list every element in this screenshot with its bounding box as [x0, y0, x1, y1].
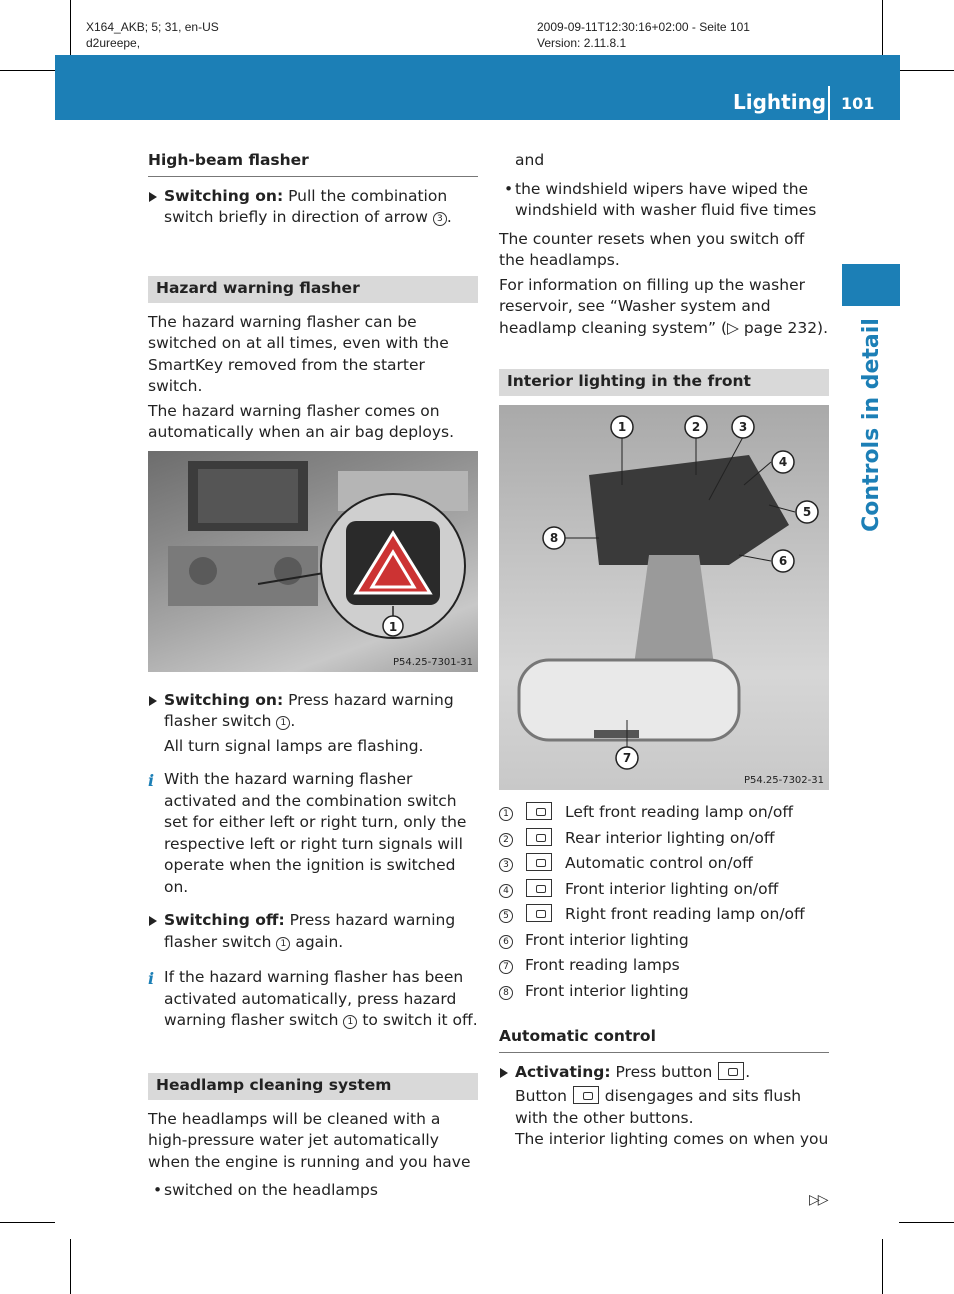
- callout-number: 7: [499, 960, 513, 974]
- legend-item: [499, 800, 829, 826]
- heading-interior: Interior lighting in the front: [499, 369, 829, 396]
- continuation: and: [515, 151, 545, 169]
- step-text: Press hazard warning flasher switch: [164, 911, 456, 951]
- step-result: [499, 1086, 829, 1129]
- meta-line: X164_AKB; 5; 31, en-US: [86, 20, 219, 34]
- step-arrow-icon: [149, 916, 157, 926]
- step-label: Activating:: [515, 1062, 611, 1081]
- crop-mark: [0, 1222, 55, 1223]
- photo-callout: 6: [778, 554, 788, 568]
- callout-number: 6: [499, 935, 513, 949]
- step-hazard-off: [148, 910, 478, 953]
- callout-number: 4: [499, 884, 513, 898]
- step-arrow-icon: [149, 192, 157, 202]
- interior-lighting-photo: [499, 405, 829, 790]
- photo-callout: 5: [802, 505, 812, 519]
- info-text: With the hazard warning flasher activated and the combination switch set for either left or right turn, only the respective left or right turn signals will operate when the ignition is switched on.: [164, 770, 467, 896]
- photo-callout: 1: [617, 420, 627, 434]
- bullet-text: switched on the headlamps: [164, 1181, 378, 1199]
- legend-text: Front interior lighting on/off: [565, 879, 779, 898]
- auto-off-icon: [573, 1086, 599, 1104]
- right-column: [499, 150, 829, 1154]
- bullet-dot: •: [504, 179, 514, 198]
- hazard-switch-illustration: [148, 451, 478, 672]
- meta-line: d2ureepe,: [86, 36, 141, 50]
- photo-callout: 7: [622, 751, 632, 765]
- legend-item: [499, 928, 829, 954]
- legend-item: [499, 953, 829, 979]
- chapter-tab: [842, 264, 900, 306]
- step-switching-on: [148, 186, 478, 229]
- headlamp-paragraph: The counter resets when you switch off the headlamps.: [499, 229, 805, 269]
- legend-text: Automatic control on/off: [565, 854, 753, 872]
- info-icon: i: [148, 969, 155, 988]
- callout-number: 2: [499, 833, 513, 847]
- step-text: Pull the combination switch briefly in direction of arrow: [164, 186, 448, 226]
- legend-text: Right front reading lamp on/off: [565, 905, 805, 923]
- photo-callout: 1: [388, 619, 398, 634]
- hazard-paragraph: The hazard warning flasher can be switched on at all times, even with the SmartKey removed from the starter switch.: [148, 312, 449, 395]
- step-end: .: [290, 712, 296, 730]
- callout-number: 5: [499, 909, 513, 923]
- header-divider: [828, 86, 830, 120]
- legend-item: [499, 826, 829, 852]
- photo-callout: 4: [778, 455, 788, 469]
- legend-item: [499, 979, 829, 1005]
- callout-number: 1: [499, 807, 513, 821]
- meta-line: 2009-09-11T12:30:16+02:00 - Seite 101: [537, 20, 750, 34]
- callout-number: 1: [343, 1015, 357, 1029]
- step-result: All turn signal lamps are flashing.: [164, 736, 424, 755]
- chapter-label: [843, 320, 901, 530]
- print-meta-right: [537, 19, 750, 51]
- result-text: disengages and sits flush with the other buttons.: [515, 1087, 802, 1127]
- legend-item: [499, 902, 829, 928]
- result-text: Button: [515, 1087, 572, 1105]
- step-hazard-on: [148, 690, 478, 733]
- heading-headlamp: Headlamp cleaning system: [148, 1073, 478, 1100]
- headlamp-paragraph: The headlamps will be cleaned with a high-pressure water jet automatically when the engine is running and you have: [148, 1109, 471, 1171]
- photo-callout: 8: [549, 531, 559, 545]
- heading-auto-control: Automatic control: [499, 1026, 829, 1053]
- section-title: Lighting: [733, 90, 827, 114]
- legend-text: Front interior lighting: [525, 930, 689, 949]
- step-text: Press button: [610, 1062, 718, 1081]
- step-label: Switching on:: [164, 186, 284, 205]
- step-end: .: [745, 1062, 751, 1081]
- step-arrow-icon: [149, 696, 157, 706]
- crop-mark: [899, 1222, 954, 1223]
- crop-mark: [882, 1239, 883, 1294]
- interior-legend: [499, 800, 829, 1004]
- left-column: [148, 150, 478, 1205]
- legend-item: [499, 877, 829, 903]
- meta-line: Version: 2.11.8.1: [537, 36, 627, 50]
- bullet-text: the windshield wipers have wiped the windshield with washer fluid five times: [515, 179, 817, 219]
- bullet-item: [148, 1180, 478, 1202]
- step-text: Press hazard warning flasher switch: [164, 690, 454, 730]
- step-activating: [499, 1062, 829, 1084]
- heading-hazard: Hazard warning flasher: [148, 276, 478, 303]
- rear-light-icon: [526, 828, 552, 846]
- photo-callout: 2: [691, 420, 701, 434]
- callout-number: 3: [499, 858, 513, 872]
- headlamp-paragraph: For information on filling up the washer reservoir, see “Washer system and headlamp cleaning system” (▷ page 232).: [499, 275, 829, 337]
- page-number: 101: [841, 94, 875, 113]
- hazard-switch-photo: [148, 451, 478, 672]
- crop-mark: [70, 1239, 71, 1294]
- callout-number: 8: [499, 986, 513, 1000]
- heading-high-beam: High-beam flasher: [148, 150, 478, 177]
- legend-text: Left front reading lamp on/off: [565, 803, 794, 821]
- auto-off-icon: [718, 1062, 744, 1080]
- front-light-icon: [526, 879, 552, 897]
- info-note: [148, 769, 478, 898]
- info-text: to switch it off.: [357, 1011, 478, 1029]
- continue-arrows-icon: ▷▷: [809, 1192, 827, 1208]
- info-icon: i: [148, 771, 155, 790]
- chapter-label-text: Controls in detail: [859, 318, 884, 532]
- hazard-paragraph: The hazard warning flasher comes on automatically when an air bag deploys.: [148, 401, 455, 441]
- reading-lamp-icon: [526, 904, 552, 922]
- legend-text: Rear interior lighting on/off: [565, 828, 775, 847]
- reading-lamp-icon: [526, 802, 552, 820]
- bullet-dot: •: [153, 1181, 163, 1199]
- info-text: If the hazard warning flasher has been activated automatically, press hazard warning flasher switch: [164, 968, 464, 1029]
- legend-text: Front reading lamps: [525, 956, 680, 974]
- callout-number: 1: [276, 937, 290, 951]
- print-meta-left: [86, 19, 219, 51]
- callout-number: 1: [276, 716, 290, 730]
- crop-mark: [882, 0, 883, 55]
- image-code: P54.25-7301-31: [392, 656, 473, 668]
- step-label: Switching on:: [164, 690, 284, 709]
- legend-text: Front interior lighting: [525, 981, 689, 1000]
- step-arrow-icon: [500, 1068, 508, 1078]
- info-note: [148, 967, 478, 1032]
- step-end: .: [446, 208, 452, 226]
- step-label: Switching off:: [164, 911, 285, 929]
- legend-item: [499, 851, 829, 877]
- image-code: P54.25-7302-31: [743, 775, 824, 786]
- crop-mark: [899, 70, 954, 71]
- crop-mark: [0, 70, 55, 71]
- callout-number: 3: [433, 212, 447, 226]
- photo-callout: 3: [738, 420, 748, 434]
- crop-mark: [70, 0, 71, 55]
- interior-lighting-illustration: [499, 405, 829, 790]
- bullet-item: [499, 179, 829, 222]
- step-result: The interior lighting comes on when you: [515, 1130, 829, 1148]
- auto-off-icon: [526, 853, 552, 871]
- step-end: again.: [290, 932, 344, 951]
